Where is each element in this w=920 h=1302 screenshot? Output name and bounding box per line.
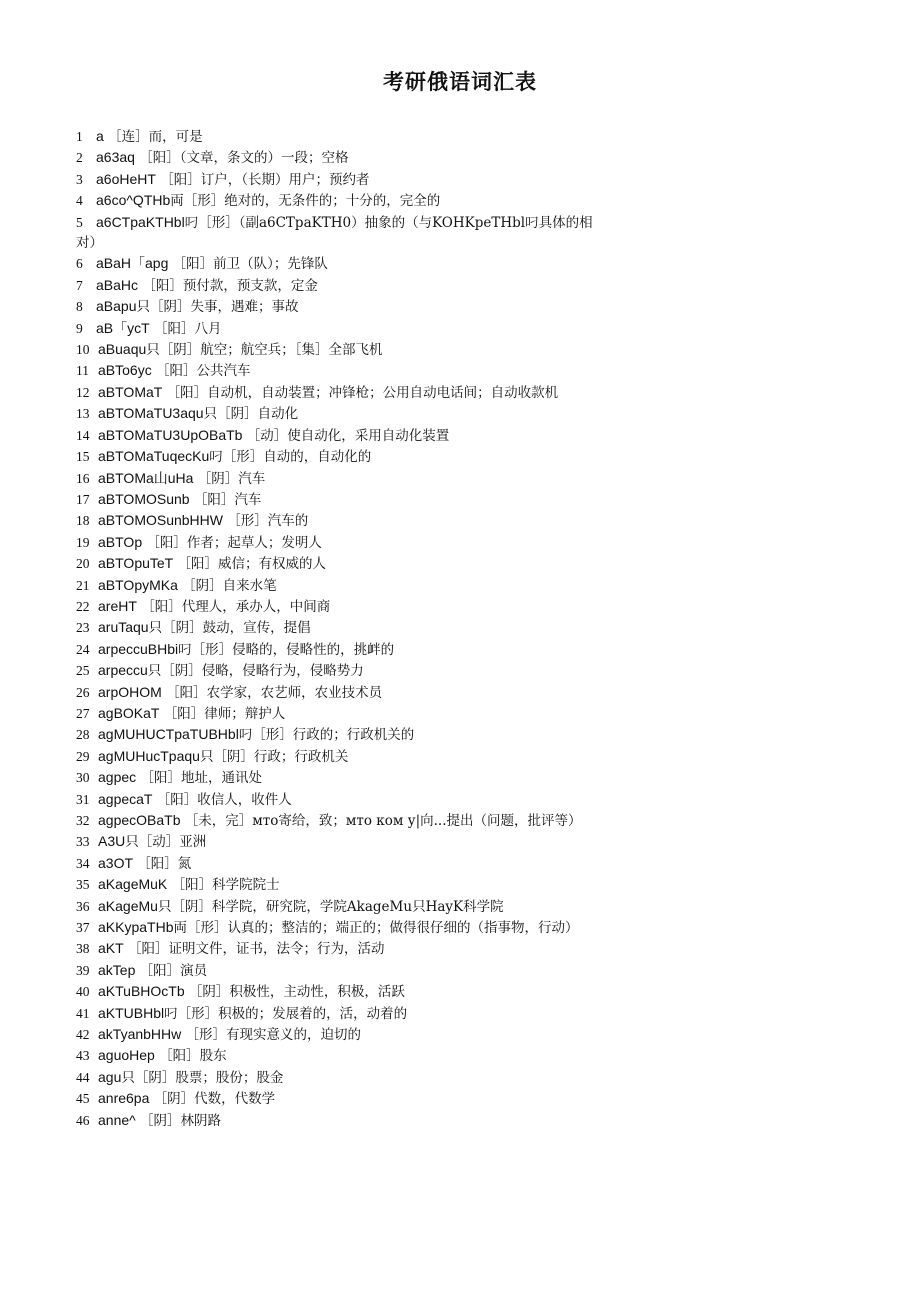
entry-definition: 只［阴］鼓动，宣传，提倡 bbox=[148, 620, 311, 637]
entry-number: 11 bbox=[76, 363, 89, 379]
entry-number: 10 bbox=[76, 342, 90, 358]
entry-definition: ［阳］自动机，自动装置；冲锋枪；公用自动电话间；自动收款机 bbox=[162, 384, 559, 401]
vocab-entry bbox=[76, 724, 606, 745]
entry-word: aBTOMa山uHa bbox=[98, 469, 194, 486]
entry-number: 34 bbox=[76, 855, 90, 871]
entry-definition: ［阳］八月 bbox=[149, 320, 222, 337]
entry-number: 4 bbox=[76, 193, 83, 209]
vocab-entry bbox=[76, 253, 606, 274]
vocab-entry bbox=[76, 938, 606, 959]
entry-word: a63aq bbox=[96, 149, 135, 166]
entry-word: agpecOBaTb bbox=[98, 812, 181, 828]
entry-word: aBTOMaTU3UpOBaTb bbox=[98, 426, 243, 443]
entry-definition: ［连］而，可是 bbox=[103, 129, 203, 145]
vocab-entry bbox=[76, 296, 606, 317]
entry-word: anre6pa bbox=[98, 1090, 150, 1107]
vocab-entry bbox=[76, 1003, 606, 1024]
entry-word: anne^ bbox=[98, 1111, 136, 1128]
entry-definition: 両［形］认真的；整洁的；端正的；做得很仔细的（指事物，行动） bbox=[173, 920, 579, 937]
entry-definition: ［形］有现实意义的，迫切的 bbox=[181, 1027, 362, 1044]
entry-number: 19 bbox=[76, 534, 90, 550]
entry-word: aBTOpuTeT bbox=[98, 555, 174, 572]
entry-definition: 只［阴］行政；行政机关 bbox=[199, 748, 349, 765]
vocab-entry bbox=[76, 682, 606, 703]
vocab-entry bbox=[76, 831, 606, 852]
entry-number: 27 bbox=[76, 705, 90, 721]
entry-word: agpec bbox=[98, 769, 137, 786]
vocab-entry bbox=[76, 789, 606, 810]
entry-word: aBTOMaT bbox=[98, 383, 163, 400]
entry-word: arpeccu bbox=[98, 662, 148, 679]
vocab-entry bbox=[76, 318, 606, 339]
vocab-entry bbox=[76, 553, 606, 574]
entry-number: 16 bbox=[76, 470, 90, 486]
vocab-entry bbox=[76, 339, 606, 360]
entry-number: 38 bbox=[76, 941, 90, 957]
entry-number: 24 bbox=[76, 641, 90, 657]
entry-word: a3OT bbox=[98, 854, 134, 871]
entry-word: agpecaT bbox=[98, 790, 153, 807]
entry-word: aBapu bbox=[96, 298, 137, 315]
entry-number: 37 bbox=[76, 920, 90, 936]
entry-definition: ［阳］威信；有权威的人 bbox=[173, 556, 327, 573]
entry-definition: ［形］汽车的 bbox=[223, 513, 309, 530]
entry-number: 39 bbox=[76, 962, 90, 978]
vocab-entry bbox=[76, 425, 606, 446]
entry-number: 1 bbox=[76, 129, 83, 144]
vocab-entry bbox=[76, 446, 606, 467]
vocab-entry bbox=[76, 126, 606, 147]
entry-word: aBTOMOSunbHHW bbox=[98, 512, 223, 529]
entry-number: 40 bbox=[76, 984, 90, 1000]
entry-definition: ［阳］股东 bbox=[154, 1048, 227, 1065]
vocab-entry bbox=[76, 510, 606, 531]
entry-number: 20 bbox=[76, 556, 90, 572]
entry-definition: ［阳］作者；起草人；发明人 bbox=[142, 534, 322, 551]
vocab-entry bbox=[76, 1088, 606, 1109]
vocab-entry bbox=[76, 489, 606, 510]
entry-word: akTep bbox=[98, 961, 136, 978]
vocab-entry bbox=[76, 169, 606, 190]
vocab-entry bbox=[76, 917, 606, 938]
vocab-entry bbox=[76, 874, 606, 895]
entry-definition: ［阳］演员 bbox=[135, 962, 208, 979]
entry-word: aruTaqu bbox=[98, 619, 149, 636]
entry-definition: 只［阴］失事，遇难；事故 bbox=[136, 299, 299, 316]
entry-number: 6 bbox=[76, 256, 83, 272]
entry-word: aBTOMaTuqecKu bbox=[98, 448, 210, 465]
entry-word: a6oHeHT bbox=[96, 170, 156, 187]
page-title: 考研俄语词汇表 bbox=[383, 70, 537, 94]
entry-number: 18 bbox=[76, 513, 90, 529]
entry-word: aKTUBHbl bbox=[98, 1004, 165, 1021]
vocab-entry bbox=[76, 960, 606, 981]
entry-word: aBuaqu bbox=[98, 341, 147, 358]
vocab-entry bbox=[76, 382, 606, 403]
vocab-entry bbox=[76, 596, 606, 617]
entry-word: aKT bbox=[98, 940, 124, 957]
entry-number: 31 bbox=[76, 791, 90, 807]
entry-definition: ［阳］订户，（长期）用户；预约者 bbox=[155, 171, 370, 188]
entry-definition: ［阳］汽车 bbox=[189, 491, 262, 508]
vocab-entry bbox=[76, 360, 606, 381]
entry-number: 22 bbox=[76, 598, 90, 614]
vocab-entry bbox=[76, 1045, 606, 1066]
entry-definition: 只［阴］侵略，侵略行为，侵略势力 bbox=[147, 663, 364, 680]
entry-number: 25 bbox=[76, 663, 90, 679]
entry-number: 44 bbox=[76, 1069, 90, 1085]
entry-definition: ［阳］农学家，农艺师，农业技术员 bbox=[161, 684, 383, 701]
entry-definition: ［阳］前卫（队）；先锋队 bbox=[168, 256, 328, 273]
entry-word: areHT bbox=[98, 597, 137, 614]
entry-definition: 叼［形］积极的；发展着的，活，动着的 bbox=[164, 1005, 408, 1022]
entry-word: aBTOMaTU3aqu bbox=[98, 405, 204, 422]
entry-definition: ［未，完］мто寄给，致；мто ком у|向...提出（问题，批评等） bbox=[180, 813, 582, 829]
entry-word: agMUHUCTpaTUBHbl bbox=[98, 726, 239, 743]
vocab-entry bbox=[76, 468, 606, 489]
entry-number: 15 bbox=[76, 449, 90, 465]
vocab-entry bbox=[76, 1024, 606, 1045]
entry-definition: ［阴］汽车 bbox=[193, 470, 266, 487]
entry-definition: ［阳］公共汽车 bbox=[151, 363, 251, 380]
vocab-entry bbox=[76, 1110, 606, 1131]
entry-definition: 只［阴］自动化 bbox=[203, 406, 299, 423]
vocab-entry bbox=[76, 212, 606, 254]
entry-number: 9 bbox=[76, 320, 83, 336]
vocab-entry bbox=[76, 190, 606, 211]
entry-word: aguoHep bbox=[98, 1047, 155, 1064]
entry-word: aKageMu bbox=[98, 897, 158, 914]
entry-number: 3 bbox=[76, 171, 83, 187]
entry-definition: ［阳］预付款，预支款，定金 bbox=[138, 277, 318, 294]
vocab-entry bbox=[76, 767, 606, 788]
entry-definition: ［阳］氮 bbox=[133, 855, 192, 872]
entry-number: 45 bbox=[76, 1091, 90, 1107]
entry-definition: 叼［形］行政的；行政机关的 bbox=[238, 727, 415, 744]
vocab-entry bbox=[76, 1067, 606, 1088]
entry-number: 43 bbox=[76, 1048, 90, 1064]
entry-word: arpOHOM bbox=[98, 683, 162, 700]
entry-word: akTyanbHHw bbox=[98, 1026, 182, 1043]
entry-number: 7 bbox=[76, 277, 83, 293]
entry-definition: ［阳］律师；辩护人 bbox=[159, 705, 286, 722]
entry-definition: ［阴］代数，代数学 bbox=[149, 1091, 276, 1108]
entry-definition: 両［形］绝对的，无条件的；十分的，完全的 bbox=[170, 193, 441, 210]
entry-definition: 叼［形］侵略的，侵略性的，挑衅的 bbox=[178, 641, 395, 658]
entry-definition: ［阴］积极性，主动性，积极，活跃 bbox=[184, 984, 405, 1001]
entry-definition: ［阳］（文章，条文的）一段；空格 bbox=[134, 150, 349, 167]
vocab-entry bbox=[76, 981, 606, 1002]
vocab-entry bbox=[76, 896, 606, 917]
entry-number: 35 bbox=[76, 877, 90, 893]
entry-word: a bbox=[96, 128, 104, 144]
entry-word: aBTOp bbox=[98, 533, 143, 550]
entry-number: 28 bbox=[76, 727, 90, 743]
entry-definition: ［阳］科学院院士 bbox=[167, 877, 280, 894]
vocab-entry bbox=[76, 617, 606, 638]
entry-definition: 只［阴］航空；航空兵；［集］全部飞机 bbox=[146, 342, 383, 359]
entry-number: 2 bbox=[76, 150, 83, 166]
entry-word: aBaH「apg bbox=[96, 255, 169, 272]
entry-word: aBTOMOSunb bbox=[98, 490, 190, 507]
entry-number: 42 bbox=[76, 1027, 90, 1043]
vocab-entry bbox=[76, 810, 606, 831]
entry-number: 26 bbox=[76, 684, 90, 700]
vocab-entry bbox=[76, 275, 606, 296]
entry-definition: ［阳］收信人，收件人 bbox=[152, 791, 292, 808]
vocab-entry bbox=[76, 746, 606, 767]
entry-word: a6CTpaKTHbl bbox=[96, 213, 185, 230]
entry-word: arpeccuBHbi bbox=[98, 640, 179, 657]
entry-number: 46 bbox=[76, 1112, 90, 1128]
entry-definition: ［阴］自来水笔 bbox=[177, 577, 277, 594]
entry-word: aBTOpyMKa bbox=[98, 576, 178, 593]
entry-number: 30 bbox=[76, 770, 90, 786]
entry-word: aKTuBHOcTb bbox=[98, 983, 185, 1000]
vocab-entry bbox=[76, 575, 606, 596]
vocab-entry bbox=[76, 703, 606, 724]
vocab-entry bbox=[76, 639, 606, 660]
entry-word: aKKypaTHb bbox=[98, 919, 174, 936]
entry-definition: 只［动］亚洲 bbox=[125, 834, 207, 851]
entry-number: 41 bbox=[76, 1005, 90, 1021]
entry-definition: 只［阴］股票；股份；股金 bbox=[121, 1069, 284, 1086]
entry-number: 29 bbox=[76, 748, 90, 764]
vocab-entry bbox=[76, 660, 606, 681]
entry-definition: ［阳］代理人，承办人，中间商 bbox=[136, 598, 331, 615]
entry-number: 32 bbox=[76, 813, 90, 828]
entry-definition: 只［阴］科学院，研究院，学院AkageMu只HayK科学院 bbox=[157, 898, 504, 915]
entry-definition: ［阳］地址，通讯处 bbox=[136, 770, 262, 787]
entry-word: a6co^QTHb bbox=[96, 192, 171, 209]
vocab-entry bbox=[76, 147, 606, 168]
vocab-entry bbox=[76, 403, 606, 424]
entry-number: 13 bbox=[76, 406, 90, 422]
entry-word: aB「ycT bbox=[96, 319, 150, 336]
entry-number: 33 bbox=[76, 834, 90, 850]
vocab-entry bbox=[76, 853, 606, 874]
entry-word: aKageMuK bbox=[98, 876, 168, 893]
entry-word: agMUHucTpaqu bbox=[98, 747, 200, 764]
entry-number: 5 bbox=[76, 214, 83, 230]
entry-word: agBOKaT bbox=[98, 704, 160, 721]
vocab-entry bbox=[76, 532, 606, 553]
entry-definition: ［动］使自动化，采用自动化装置 bbox=[242, 427, 450, 444]
entry-number: 8 bbox=[76, 299, 83, 315]
entry-definition: 叼［形］（副a6CTpaKTH0）抽象的（与KOHKpeTHbl叼具体的相对） bbox=[76, 214, 593, 252]
entry-word: aBTo6yc bbox=[98, 362, 152, 379]
entry-number: 12 bbox=[76, 384, 90, 400]
vocab-list bbox=[76, 126, 606, 1131]
entry-definition: ［阴］林阴路 bbox=[135, 1112, 222, 1129]
entry-number: 17 bbox=[76, 491, 90, 507]
entry-number: 14 bbox=[76, 427, 90, 443]
entry-number: 36 bbox=[76, 898, 90, 914]
entry-word: aBaHc bbox=[96, 276, 139, 293]
entry-word: A3U bbox=[98, 833, 126, 850]
entry-word: agu bbox=[98, 1068, 122, 1085]
entry-number: 23 bbox=[76, 620, 90, 636]
entry-number: 21 bbox=[76, 577, 90, 593]
entry-definition: ［阳］证明文件，证书，法令；行为，活动 bbox=[123, 941, 385, 958]
entry-definition: 叼［形］自动的，自动化的 bbox=[209, 449, 372, 466]
